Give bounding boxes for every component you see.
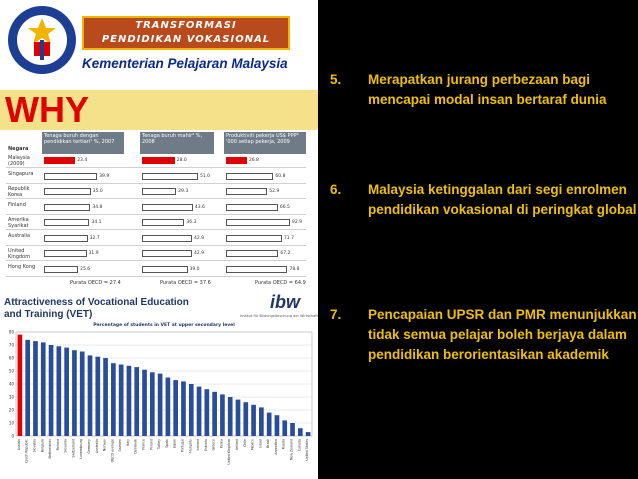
chart-bar: [181, 381, 186, 436]
x-tick-label: Estonia: [203, 439, 208, 451]
x-tick-label: Iceland: [196, 439, 201, 451]
table-bar: [44, 204, 90, 211]
x-tick-label: Italy: [125, 439, 130, 446]
x-tick-label: Japan: [172, 439, 177, 448]
vet-bar-chart: [0, 318, 318, 479]
table-value: 28.0: [176, 158, 187, 163]
x-tick-label: Mexico: [250, 439, 255, 451]
table-row-country: Hong Kong: [8, 263, 36, 270]
chart-bar: [166, 378, 171, 437]
chart-bar: [205, 389, 210, 436]
chart-bar: [41, 342, 46, 436]
ministry-name: Kementerian Pelajaran Malaysia: [82, 56, 288, 71]
chart-bar: [236, 400, 241, 436]
point-5-text: Merapatkan jurang perbezaan bagi mencapai modal insan bertaraf dunia: [368, 72, 607, 107]
table-value: 32.7: [89, 235, 100, 241]
table-bar: [142, 266, 188, 273]
chart-bar: [298, 428, 303, 436]
x-tick-label: Brazil: [266, 439, 271, 448]
chart-bar: [158, 374, 163, 436]
chart-title: Percentage of students in VET at upper secondary level: [93, 323, 235, 328]
chart-bar: [150, 372, 155, 436]
table-value: 60.8: [275, 173, 286, 179]
table-bar: [142, 157, 175, 164]
table-value: 52.9: [269, 189, 280, 194]
x-tick-label: Switzerland: [71, 439, 76, 458]
x-tick-label: Hungary: [188, 439, 193, 453]
table-value: 23.4: [77, 158, 88, 163]
table-row-country: Australia: [8, 232, 31, 239]
y-tick-label: 80: [8, 329, 14, 335]
table-bar: [142, 188, 176, 195]
chart-bar: [111, 363, 116, 436]
chart-bar: [95, 357, 100, 436]
table-row-divider: [6, 276, 306, 277]
ministry-logo-icon: [6, 4, 78, 76]
table-value: 26.8: [248, 158, 259, 163]
x-tick-label: Slovakia: [32, 439, 37, 453]
table-row-divider: [6, 229, 306, 230]
table-value: 42.9: [194, 235, 205, 241]
y-tick-label: 50: [8, 368, 14, 374]
table-bar: [226, 173, 273, 180]
chart-bar: [212, 392, 217, 436]
chart-bar: [119, 365, 124, 437]
table-bar: [226, 266, 287, 273]
table-row-divider: [6, 260, 306, 261]
col2-footnote: Purata OECD = 37.6: [160, 280, 211, 286]
table-row-country: Malaysia (2009): [8, 155, 30, 167]
table-value: 34.1: [91, 220, 102, 225]
table-value: 51.0: [200, 173, 211, 179]
x-tick-label: Luxembourg: [79, 439, 84, 459]
x-tick-label: Turkey: [157, 439, 162, 450]
ibw-subtitle: Institut für Bildungsforschung der Wirtschaft: [240, 314, 318, 318]
point-7-text: Pencapaian UPSR dan PMR menunjukkan tidak semua pelajar boleh berjaya dalam pendidikan berorientasikan akademik: [368, 307, 637, 362]
x-tick-label: Korea: [219, 439, 224, 449]
table-value: 67.2: [280, 251, 291, 256]
col1-footnote: Purata OECD = 27.4: [70, 280, 121, 286]
col2-header: Tenaga buruh mahir² %, 2008: [140, 132, 214, 154]
table-bar: [226, 219, 290, 226]
point-6: [330, 180, 637, 270]
table-row-country: Amerika Syarikat: [8, 217, 29, 229]
chart-bar: [197, 387, 202, 436]
table-bar: [226, 157, 247, 164]
x-tick-label: Sweden: [118, 439, 123, 452]
table-value: 29.3: [178, 189, 189, 194]
table-bar: [142, 250, 192, 257]
x-tick-label: Spain: [164, 439, 169, 448]
table-row-country: United Kingdom: [8, 248, 31, 260]
table-row-divider: [6, 245, 306, 246]
y-tick-label: 70: [8, 342, 14, 348]
table-bar: [142, 235, 192, 242]
x-tick-label: Denmark: [133, 439, 138, 454]
x-tick-label: Australia: [94, 439, 99, 454]
col3-footnote: Purata OECD = 64.9: [255, 280, 306, 286]
x-tick-label: Czech Republic: [24, 439, 29, 464]
chart-bar: [103, 358, 108, 436]
chart-bar: [49, 345, 54, 436]
x-tick-label: Chile: [242, 439, 247, 447]
vet-title-line-2: and Training (VET): [4, 309, 93, 320]
table-row-country: Singapura: [8, 170, 34, 177]
chart-bar: [282, 420, 287, 436]
table-value: 31.9: [88, 251, 99, 256]
x-tick-label: France: [141, 439, 146, 450]
x-tick-label: United Kingdom: [227, 439, 232, 465]
country-header: Negara: [8, 146, 29, 152]
x-tick-label: Greece: [211, 439, 216, 451]
table-row-divider: [6, 167, 306, 168]
chart-bar: [267, 413, 272, 436]
x-tick-label: Israel: [258, 439, 263, 448]
table-value: 39.0: [189, 266, 200, 272]
x-tick-label: Norway: [102, 439, 107, 452]
table-value: 39.9: [99, 173, 110, 179]
table-value: 92.9: [292, 220, 303, 225]
table-bar: [44, 219, 89, 226]
chart-bar: [57, 346, 62, 436]
table-value: 66.5: [279, 204, 290, 210]
vet-title-line-1: Attractiveness of Vocational Education: [4, 297, 189, 308]
chart-bar: [228, 397, 233, 436]
table-bar: [226, 188, 267, 195]
x-tick-label: Germany: [87, 439, 91, 454]
table-bar: [142, 173, 198, 180]
x-tick-label: Poland: [149, 439, 154, 450]
chart-bar: [64, 348, 69, 436]
table-bar: [44, 250, 87, 257]
title-line-2: PENDIDIKAN VOKASIONAL: [101, 34, 271, 45]
table-value: 34.8: [92, 204, 103, 210]
chart-bar: [142, 370, 147, 436]
table-row-divider: [6, 214, 306, 215]
point-5-number: 5.: [330, 72, 342, 87]
table-bar: [44, 157, 75, 164]
table-bar: [44, 235, 88, 242]
table-bar: [226, 204, 278, 211]
chart-bar: [88, 355, 93, 436]
table-row-divider: [6, 198, 306, 199]
x-tick-label: Russia: [281, 439, 286, 450]
title-line-1: TRANSFORMASI: [135, 20, 237, 31]
y-tick-label: 30: [8, 394, 14, 400]
chart-bar: [275, 415, 280, 436]
chart-bar: [173, 380, 178, 436]
table-value: 36.3: [186, 220, 197, 225]
x-tick-label: Austria: [16, 439, 21, 451]
chart-bar: [251, 405, 256, 436]
chart-bar: [259, 407, 264, 436]
chart-bar: [243, 402, 248, 436]
table-value: 43.6: [194, 204, 205, 210]
y-tick-label: 10: [8, 420, 14, 426]
chart-bar: [189, 384, 194, 436]
x-tick-label: OECD average: [110, 439, 115, 463]
table-bar: [142, 204, 193, 211]
table-value: 25.6: [80, 266, 91, 272]
table-value: 78.8: [289, 266, 300, 272]
chart-bar: [25, 340, 30, 436]
chart-bar: [72, 350, 77, 436]
x-tick-label: Canada: [297, 439, 302, 452]
chart-bar: [33, 341, 38, 436]
col3-header: Produktiviti pekerja US$ PPP³ '000 setiap pekerja, 2009: [224, 132, 306, 154]
y-tick-label: 60: [8, 355, 14, 361]
table-value: 42.9: [194, 251, 205, 256]
table-row-country: Republik Korea: [8, 186, 30, 198]
chart-bar: [290, 423, 295, 436]
why-heading: WHY: [5, 89, 89, 130]
title-box: [82, 16, 290, 50]
chart-bar: [134, 367, 139, 436]
table-value: 35.0: [92, 189, 103, 194]
ibw-logo: ibw: [270, 292, 300, 312]
point-5: [330, 70, 630, 150]
x-tick-label: Argentina: [273, 439, 278, 455]
chart-bar: [127, 366, 132, 436]
chart-bar: [18, 335, 23, 436]
point-6-number: 6.: [330, 182, 342, 197]
x-tick-label: Finland: [55, 439, 60, 451]
col1-header: Tenaga buruh dengan pendidikan tertiari¹ %, 2007: [42, 132, 124, 154]
x-tick-label: Belgium: [40, 439, 45, 453]
chart-bar: [220, 394, 225, 436]
table-bar: [44, 266, 78, 273]
x-tick-label: United States: [305, 439, 310, 461]
table-row-divider: [6, 183, 306, 184]
chart-bar: [306, 432, 311, 436]
x-tick-label: Slovenia: [63, 439, 68, 453]
table-value: 71.7: [283, 235, 294, 241]
table-bar: [226, 250, 278, 257]
x-tick-label: New Zealand: [289, 439, 294, 460]
table-row-country: Finland: [8, 201, 26, 208]
table-bar: [44, 188, 91, 195]
y-tick-label: 20: [8, 407, 14, 413]
point-6-text: Malaysia ketinggalan dari segi enrolmen pendidikan vokasional di peringkat global: [368, 182, 637, 217]
table-bar: [142, 219, 184, 226]
table-bar: [226, 235, 282, 242]
x-tick-label: Portugal: [180, 439, 185, 453]
y-tick-label: 0: [11, 433, 14, 439]
chart-bar: [80, 352, 85, 437]
table-bar: [44, 173, 97, 180]
point-7: [330, 305, 637, 415]
x-tick-label: Netherlands: [48, 439, 53, 459]
point-7-number: 7.: [330, 307, 342, 322]
y-tick-label: 40: [8, 381, 14, 387]
x-tick-label: Ireland: [235, 439, 239, 451]
